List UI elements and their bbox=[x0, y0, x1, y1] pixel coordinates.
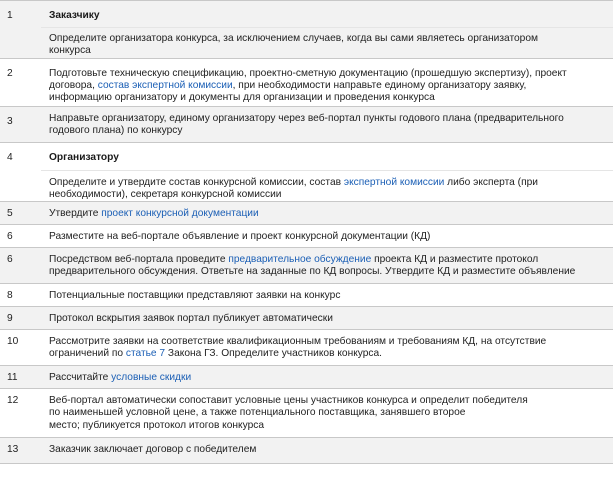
step-text: Утвердите bbox=[49, 208, 102, 220]
step-content bbox=[41, 307, 613, 330]
step-text-line: конкурса bbox=[49, 45, 91, 57]
step-number: 6 bbox=[0, 225, 41, 248]
table-row bbox=[0, 142, 613, 202]
table-row bbox=[0, 248, 613, 284]
step-text-line: Потенциальные поставщики представляют заявки на конкурс bbox=[49, 290, 341, 302]
section-title: Заказчику bbox=[49, 10, 100, 21]
step-text-line: Протокол вскрытия заявок портал публикует автоматически bbox=[49, 313, 333, 325]
step-text-line: Рассмотрите заявки на соответствие квалификационным требованиям и требованиям КД, на отсутствие bbox=[49, 336, 547, 348]
expert-commission-link[interactable]: состав экспертной комиссии bbox=[97, 79, 233, 91]
step-text-line bbox=[49, 208, 607, 220]
step-content bbox=[41, 142, 613, 202]
step-text-line: Подготовьте техническую спецификацию, проектно-сметную документацию (прошедшую экспертизу), проект bbox=[49, 67, 567, 79]
table-row bbox=[0, 106, 613, 142]
step-content bbox=[41, 284, 613, 307]
step-text: , при необходимости направьте единому организатору заявку, bbox=[232, 79, 527, 91]
table-row bbox=[0, 284, 613, 307]
step-text: Посредством веб-портала проведите bbox=[49, 254, 229, 266]
expert-commission-link[interactable]: экспертной комиссии bbox=[343, 176, 445, 188]
step-content bbox=[41, 225, 613, 248]
table-row bbox=[0, 1, 613, 59]
step-text-line: необходимости), секретаря конкурсной комиссии bbox=[49, 189, 282, 201]
step-number: 12 bbox=[0, 389, 41, 438]
step-text-line bbox=[49, 372, 607, 384]
table-row bbox=[0, 438, 613, 464]
conditional-discounts-link[interactable]: условные скидки bbox=[111, 372, 192, 384]
step-text-line: Направьте организатору, единому организатору через веб-портал пункты годового плана (предварительного bbox=[49, 112, 564, 124]
table-row bbox=[0, 330, 613, 366]
step-text-line: Разместите на веб-портале объявление и проект конкурсной документации (КД) bbox=[49, 231, 431, 243]
step-content bbox=[41, 202, 613, 225]
step-number: 6 bbox=[0, 248, 41, 284]
step-number: 5 bbox=[0, 202, 41, 225]
table-row bbox=[0, 389, 613, 438]
article-7-link[interactable]: статье 7 bbox=[125, 348, 166, 360]
step-text: Рассчитайте bbox=[49, 372, 112, 384]
step-number: 2 bbox=[0, 58, 41, 106]
step-text-line bbox=[49, 348, 607, 360]
table-row bbox=[0, 366, 613, 389]
step-text: ограничений по bbox=[49, 348, 126, 360]
step-text-line bbox=[49, 80, 607, 92]
step-text: Закона ГЗ. Определите участников конкурса. bbox=[165, 348, 383, 360]
step-text-line: предварительного обсуждения. Ответьте на заданные по КД вопросы. Утвердите КД и разместите объявление bbox=[49, 266, 576, 278]
step-text-line: по наименьшей условной цене, а также потенциального поставщика, занявшего второе bbox=[49, 407, 466, 419]
step-content bbox=[41, 438, 613, 464]
step-text-line bbox=[49, 254, 607, 266]
step-content bbox=[41, 106, 613, 142]
step-text-line: место; публикуется протокол итогов конкурса bbox=[49, 419, 265, 431]
section-title: Организатору bbox=[49, 151, 119, 163]
step-number: 1 bbox=[0, 1, 41, 59]
step-number: 10 bbox=[0, 330, 41, 366]
step-text-line bbox=[49, 177, 607, 189]
step-text: Определите и утвердите состав конкурсной комиссии, состав bbox=[49, 176, 344, 188]
step-text-line: информацию организатору и документы для организации и проведения конкурса bbox=[49, 92, 435, 104]
step-content bbox=[41, 366, 613, 389]
step-text: либо эксперта (при bbox=[444, 176, 538, 188]
table-row bbox=[0, 202, 613, 225]
step-number: 3 bbox=[0, 106, 41, 142]
step-text-line: Определите организатора конкурса, за исключением случаев, когда вы сами являетесь организатором bbox=[49, 33, 539, 45]
table-row bbox=[0, 58, 613, 106]
step-content bbox=[41, 389, 613, 438]
tender-docs-draft-link[interactable]: проект конкурсной документации bbox=[101, 208, 259, 220]
step-number: 11 bbox=[0, 366, 41, 389]
step-number: 9 bbox=[0, 307, 41, 330]
table-row bbox=[0, 307, 613, 330]
step-content bbox=[41, 248, 613, 284]
step-text-line: Веб-портал автоматически сопоставит условные цены участников конкурса и определит победителя bbox=[49, 395, 528, 407]
step-content bbox=[41, 1, 613, 59]
step-text: договора, bbox=[49, 79, 98, 91]
preliminary-discussion-link[interactable]: предварительное обсуждение bbox=[228, 254, 372, 266]
step-number: 13 bbox=[0, 438, 41, 464]
step-number: 4 bbox=[0, 142, 41, 202]
step-content bbox=[41, 58, 613, 106]
step-text-line: Заказчик заключает договор с победителем bbox=[49, 444, 257, 456]
table-row bbox=[0, 225, 613, 248]
step-number: 8 bbox=[0, 284, 41, 307]
step-text-line: годового плана) по конкурсу bbox=[49, 124, 183, 136]
step-content bbox=[41, 330, 613, 366]
step-text: проекта КД и разместите протокол bbox=[371, 254, 539, 266]
